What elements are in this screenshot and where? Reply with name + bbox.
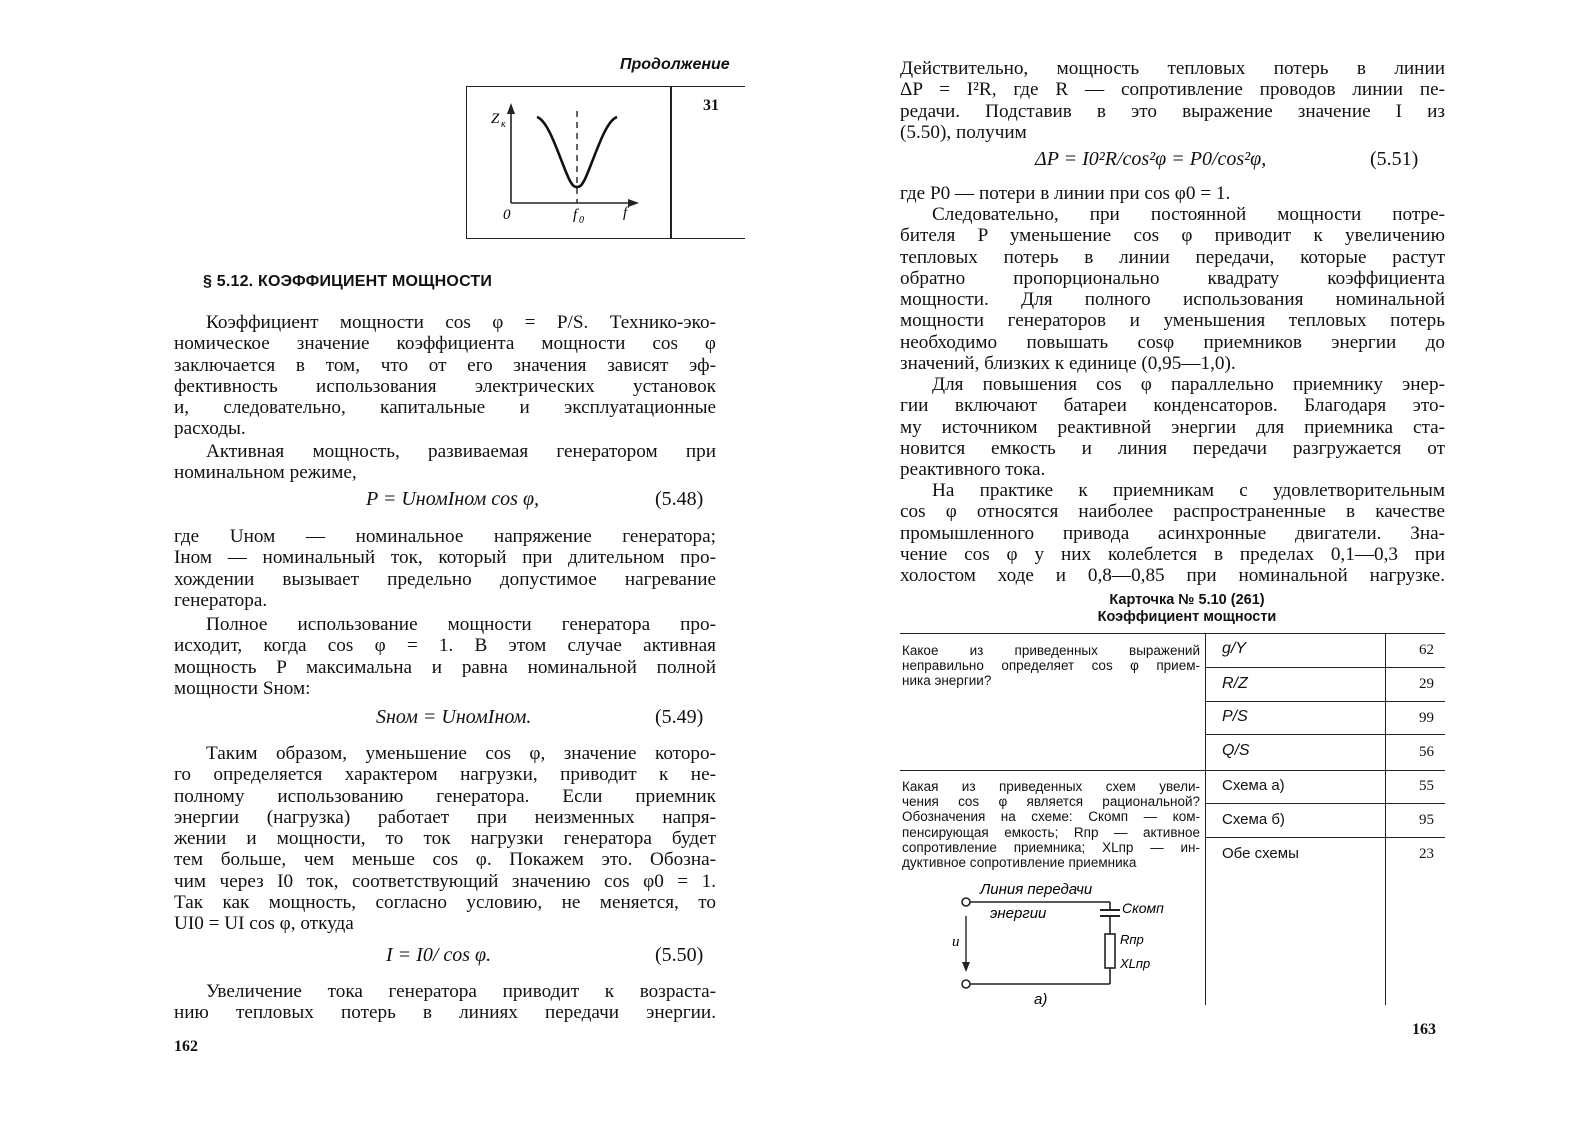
y-axis-label: Z	[491, 111, 500, 127]
card-option-score: 23	[1419, 846, 1434, 862]
page-number-left: 162	[174, 1038, 198, 1055]
left-page	[0, 0, 790, 1126]
section-title: § 5.12. КОЭФФИЦИЕНТ МОЩНОСТИ	[203, 273, 493, 290]
formula-5-48: P = UномIном cos φ,	[366, 488, 540, 510]
paragraph-4: Полное использование мощности генератора про- исходит, когда cos φ = 1. В этом случае активная мощность P максимальна и равна номинальной полной мощности Sном:	[174, 614, 716, 699]
table-divider	[670, 87, 672, 238]
equation-number-5-48: (5.48)	[655, 488, 704, 510]
scheme-label: а)	[1034, 991, 1048, 1008]
card-option: Обе схемы	[1222, 845, 1299, 862]
formula-5-49: Sном = UномIном.	[376, 706, 532, 728]
card-title: Карточка № 5.10 (261)	[1109, 592, 1265, 608]
card-title-block	[1077, 592, 1297, 626]
circuit-line-label: Линия передачи	[980, 881, 1093, 898]
card-option-score: 55	[1419, 778, 1434, 794]
card-option: P/S	[1222, 708, 1248, 725]
paragraph-r1: Действительно, мощность тепловых потерь в линии ΔP = I²R, где R — сопротивление проводов линии пе- редачи. Подставив в это выражение значение I из (5.50), получим	[900, 58, 1445, 143]
card-option: Схема б)	[1222, 811, 1285, 828]
table-row-rule	[1205, 701, 1445, 702]
table-divider-score	[1385, 633, 1386, 1005]
origin-label: 0	[503, 207, 511, 223]
equation-number-5-51: (5.51)	[1370, 148, 1419, 170]
equation-number-5-50: (5.50)	[655, 944, 704, 966]
paragraph-5: Таким образом, уменьшение cos φ, значение которо- го определяется характером нагрузки, приводит к не- полному использованию генератора. Если приемник энергии (нагрузка) работает при неизменных напря- жении и мощности, то ток нагрузки генератора будет тем больше, чем меньше cos φ. Покажем это. Обозна- чим через I0 ток, соответствующий значению cos φ0 = 1. Так как мощность, согласно условию, не меняется, то UI0 = UI cos φ, откуда	[174, 743, 716, 935]
card-option: Q/S	[1222, 742, 1250, 759]
table-row-rule	[1205, 667, 1445, 668]
paragraph-r3: Следовательно, при постоянной мощности потре- бителя P уменьшение cos φ приводит к увеличению тепловых потерь в линии передачи, которые растут обратно пропорционально квадрату коэффициента мощности. Для полного использования номинальной мощности генераторов и уменьшения тепловых потерь необходимо повышать cosφ приемников энергии до значений, близких к единице (0,95—1,0).	[900, 204, 1445, 375]
resonance-subscript: 0	[579, 215, 584, 226]
table-row-rule	[900, 770, 1445, 771]
table-divider-question	[1205, 633, 1206, 1005]
formula-5-51: ΔP = I0²R/cos²φ = P0/cos²φ,	[1035, 148, 1267, 170]
card-option: R/Z	[1222, 675, 1248, 692]
card-option-score: 56	[1419, 744, 1434, 760]
table-row-rule	[1205, 803, 1445, 804]
table-figure-cell	[466, 86, 745, 239]
paragraph-r4: Для повышения cos φ параллельно приемнику энер- гии включают батареи конденсаторов. Благодаря это- му источником реактивной энергии для приемника ста- новится емкость и линия передачи разгружается от реактивного тока.	[900, 374, 1445, 481]
paragraph-1: Коэффициент мощности cos φ = P/S. Технико-эко- номическое значение коэффициента мощности cos φ заключается в том, что от его значения зависят эф- фективность использования электрических установок и, следовательно, капитальные и эксплуатационные расходы.	[174, 312, 716, 440]
inductor-label: XLпр	[1120, 956, 1151, 971]
card-question-2: Какая из приведенных схем увели- чения cos φ является рациональной? Обозначения на схеме: Cкомп — ком- пенсирующая емкость; Rпр — активное сопротивление приемника; XLпр — ин- дуктивное сопротивление приемника	[902, 779, 1200, 871]
table-top-rule	[900, 633, 1445, 634]
circuit-diagram-a	[950, 880, 1180, 1010]
card-option: Схема а)	[1222, 777, 1285, 794]
capacitor-label: Cкомп	[1122, 900, 1164, 916]
table-row-number: 31	[703, 97, 719, 114]
x-axis-label: f	[623, 205, 628, 221]
card-option-score: 62	[1419, 642, 1434, 658]
paragraph-2: Активная мощность, развиваемая генератором при номинальном режиме,	[174, 441, 716, 484]
table-row-rule	[1205, 734, 1445, 735]
card-option-score: 29	[1419, 676, 1434, 692]
paragraph-r2: где P0 — потери в линии при cos φ0 = 1.	[900, 183, 1231, 204]
circuit-line-label: энергии	[990, 905, 1047, 922]
paragraph-6: Увеличение тока генератора приводит к возраста- нию тепловых потерь в линиях передачи энергии.	[174, 981, 716, 1024]
equation-number-5-49: (5.49)	[655, 706, 704, 728]
table-row-rule	[1205, 837, 1445, 838]
paragraph-3: где Uном — номинальное напряжение генератора; Iном — номинальный ток, который при длительном про- хождении вызывает предельно допустимое нагревание генератора.	[174, 526, 716, 611]
y-axis-subscript: к	[501, 119, 506, 130]
voltage-label: u	[952, 934, 960, 950]
card-option-score: 95	[1419, 812, 1434, 828]
continuation-label: Продолжение	[620, 56, 730, 73]
card-subtitle: Коэффициент мощности	[1097, 609, 1277, 625]
resonance-label: f	[573, 207, 578, 223]
card-option: g/Y	[1222, 640, 1247, 657]
card-question-1: Какое из приведенных выражений неправильно определяет cos φ прием- ника энергии?	[902, 643, 1200, 689]
formula-5-50: I = I0/ cos φ.	[386, 944, 492, 966]
paragraph-r5: На практике к приемникам с удовлетворительным cos φ относятся наиболее распространенные в качестве промышленного привода асинхронные двигатели. Зна- чение cos φ у них колеблется в пределах 0,1—0,3 при холостом ходе и 0,8—0,85 при номинальной нагрузке.	[900, 480, 1445, 587]
resistor-label: Rпр	[1120, 932, 1144, 947]
card-option-score: 99	[1419, 710, 1434, 726]
page-number-right: 163	[1412, 1021, 1436, 1038]
impedance-curve-figure	[467, 87, 667, 237]
